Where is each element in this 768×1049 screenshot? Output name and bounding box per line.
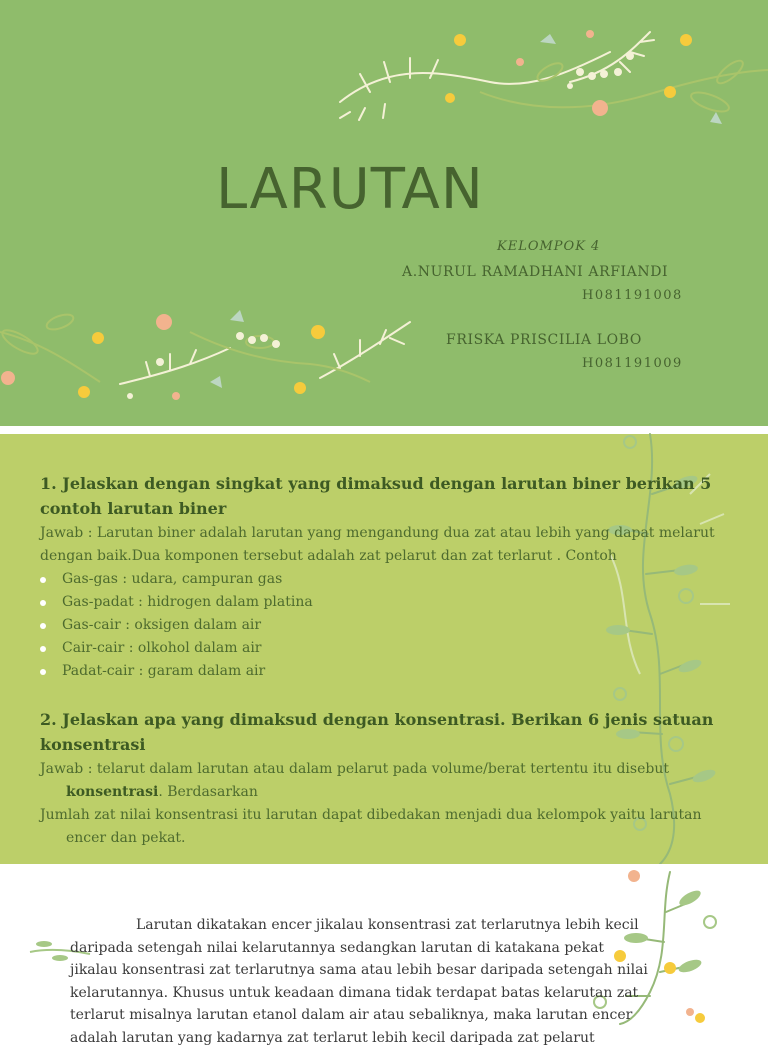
question-slide xyxy=(0,434,768,864)
floral-decoration-bottom-icon xyxy=(0,292,440,418)
bullet-icon xyxy=(40,646,46,652)
slide-divider xyxy=(0,426,768,434)
member-name-2: FRISKA PRISCILIA LOBO xyxy=(446,332,642,348)
bullet-icon xyxy=(40,577,46,583)
question-1-title: 1. Jelaskan dengan singkat yang dimaksud dengan larutan biner berikan 5 contoh larutan biner xyxy=(40,474,712,518)
member-nim-1: H081191008 xyxy=(582,288,683,303)
presentation-title: LARUTAN xyxy=(216,157,484,222)
concentration-term: konsentrasi xyxy=(66,784,159,800)
question-2-title: 2. Jelaskan apa yang dimaksud dengan konsentrasi. Berikan 6 jenis satuan konsentrasi xyxy=(40,710,714,754)
slide-divider xyxy=(0,864,768,872)
concentration-explanation-paragraph: Larutan dikatakan encer jikalau konsentrasi zat terlarutnya lebih kecil daripada setengah nilai kelarutannya sedangkan larutan di katakana pekat jikalau konsentrasi zat terlarutnya sama atau lebih besar daripada setengah nilai kelarutannya. Khusus untuk keadaan dimana tidak terdapat batas kelarutan zat terlarut misalnya larutan etanol dalam air atau sebaliknya, maka larutan encer adalah larutan yang kadarnya zat terlarut lebih kecil daripada zat pelarut xyxy=(70,917,648,1046)
floral-decoration-top-icon xyxy=(330,12,768,142)
list-item: Cair-cair : olkohol dalam air xyxy=(40,637,313,660)
list-item: Padat-cair : garam dalam air xyxy=(40,660,313,683)
question-1-answer: Jawab : Larutan biner adalah larutan yang mengandung dua zat atau lebih yang dapat melarut dengan baik.Dua komponen tersebut adalah zat pelarut dan zat terlarut . Contoh xyxy=(40,525,715,564)
binary-solution-examples-list xyxy=(40,568,313,683)
group-label: KELOMPOK 4 xyxy=(497,239,601,254)
bullet-icon xyxy=(40,623,46,629)
list-item: Gas-cair : oksigen dalam air xyxy=(40,614,313,637)
member-name-1: A.NURUL RAMADHANI ARFIANDI xyxy=(402,264,669,280)
list-item: Gas-padat : hidrogen dalam platina xyxy=(40,591,313,614)
bullet-icon xyxy=(40,600,46,606)
question-2-answer: Jawab : telarut dalam larutan atau dalam pelarut pada volume/berat tertentu itu disebut konsentrasi. Berdasarkan Jumlah zat nilai konsentrasi itu larutan dapat dibedakan menjadi dua kelompok yaitu larutan encer dan pekat. xyxy=(40,761,702,846)
list-item: Gas-gas : udara, campuran gas xyxy=(40,568,313,591)
explanation-slide xyxy=(0,872,768,1046)
title-slide xyxy=(0,0,768,426)
member-nim-2: H081191009 xyxy=(582,356,683,371)
bullet-icon xyxy=(40,669,46,675)
